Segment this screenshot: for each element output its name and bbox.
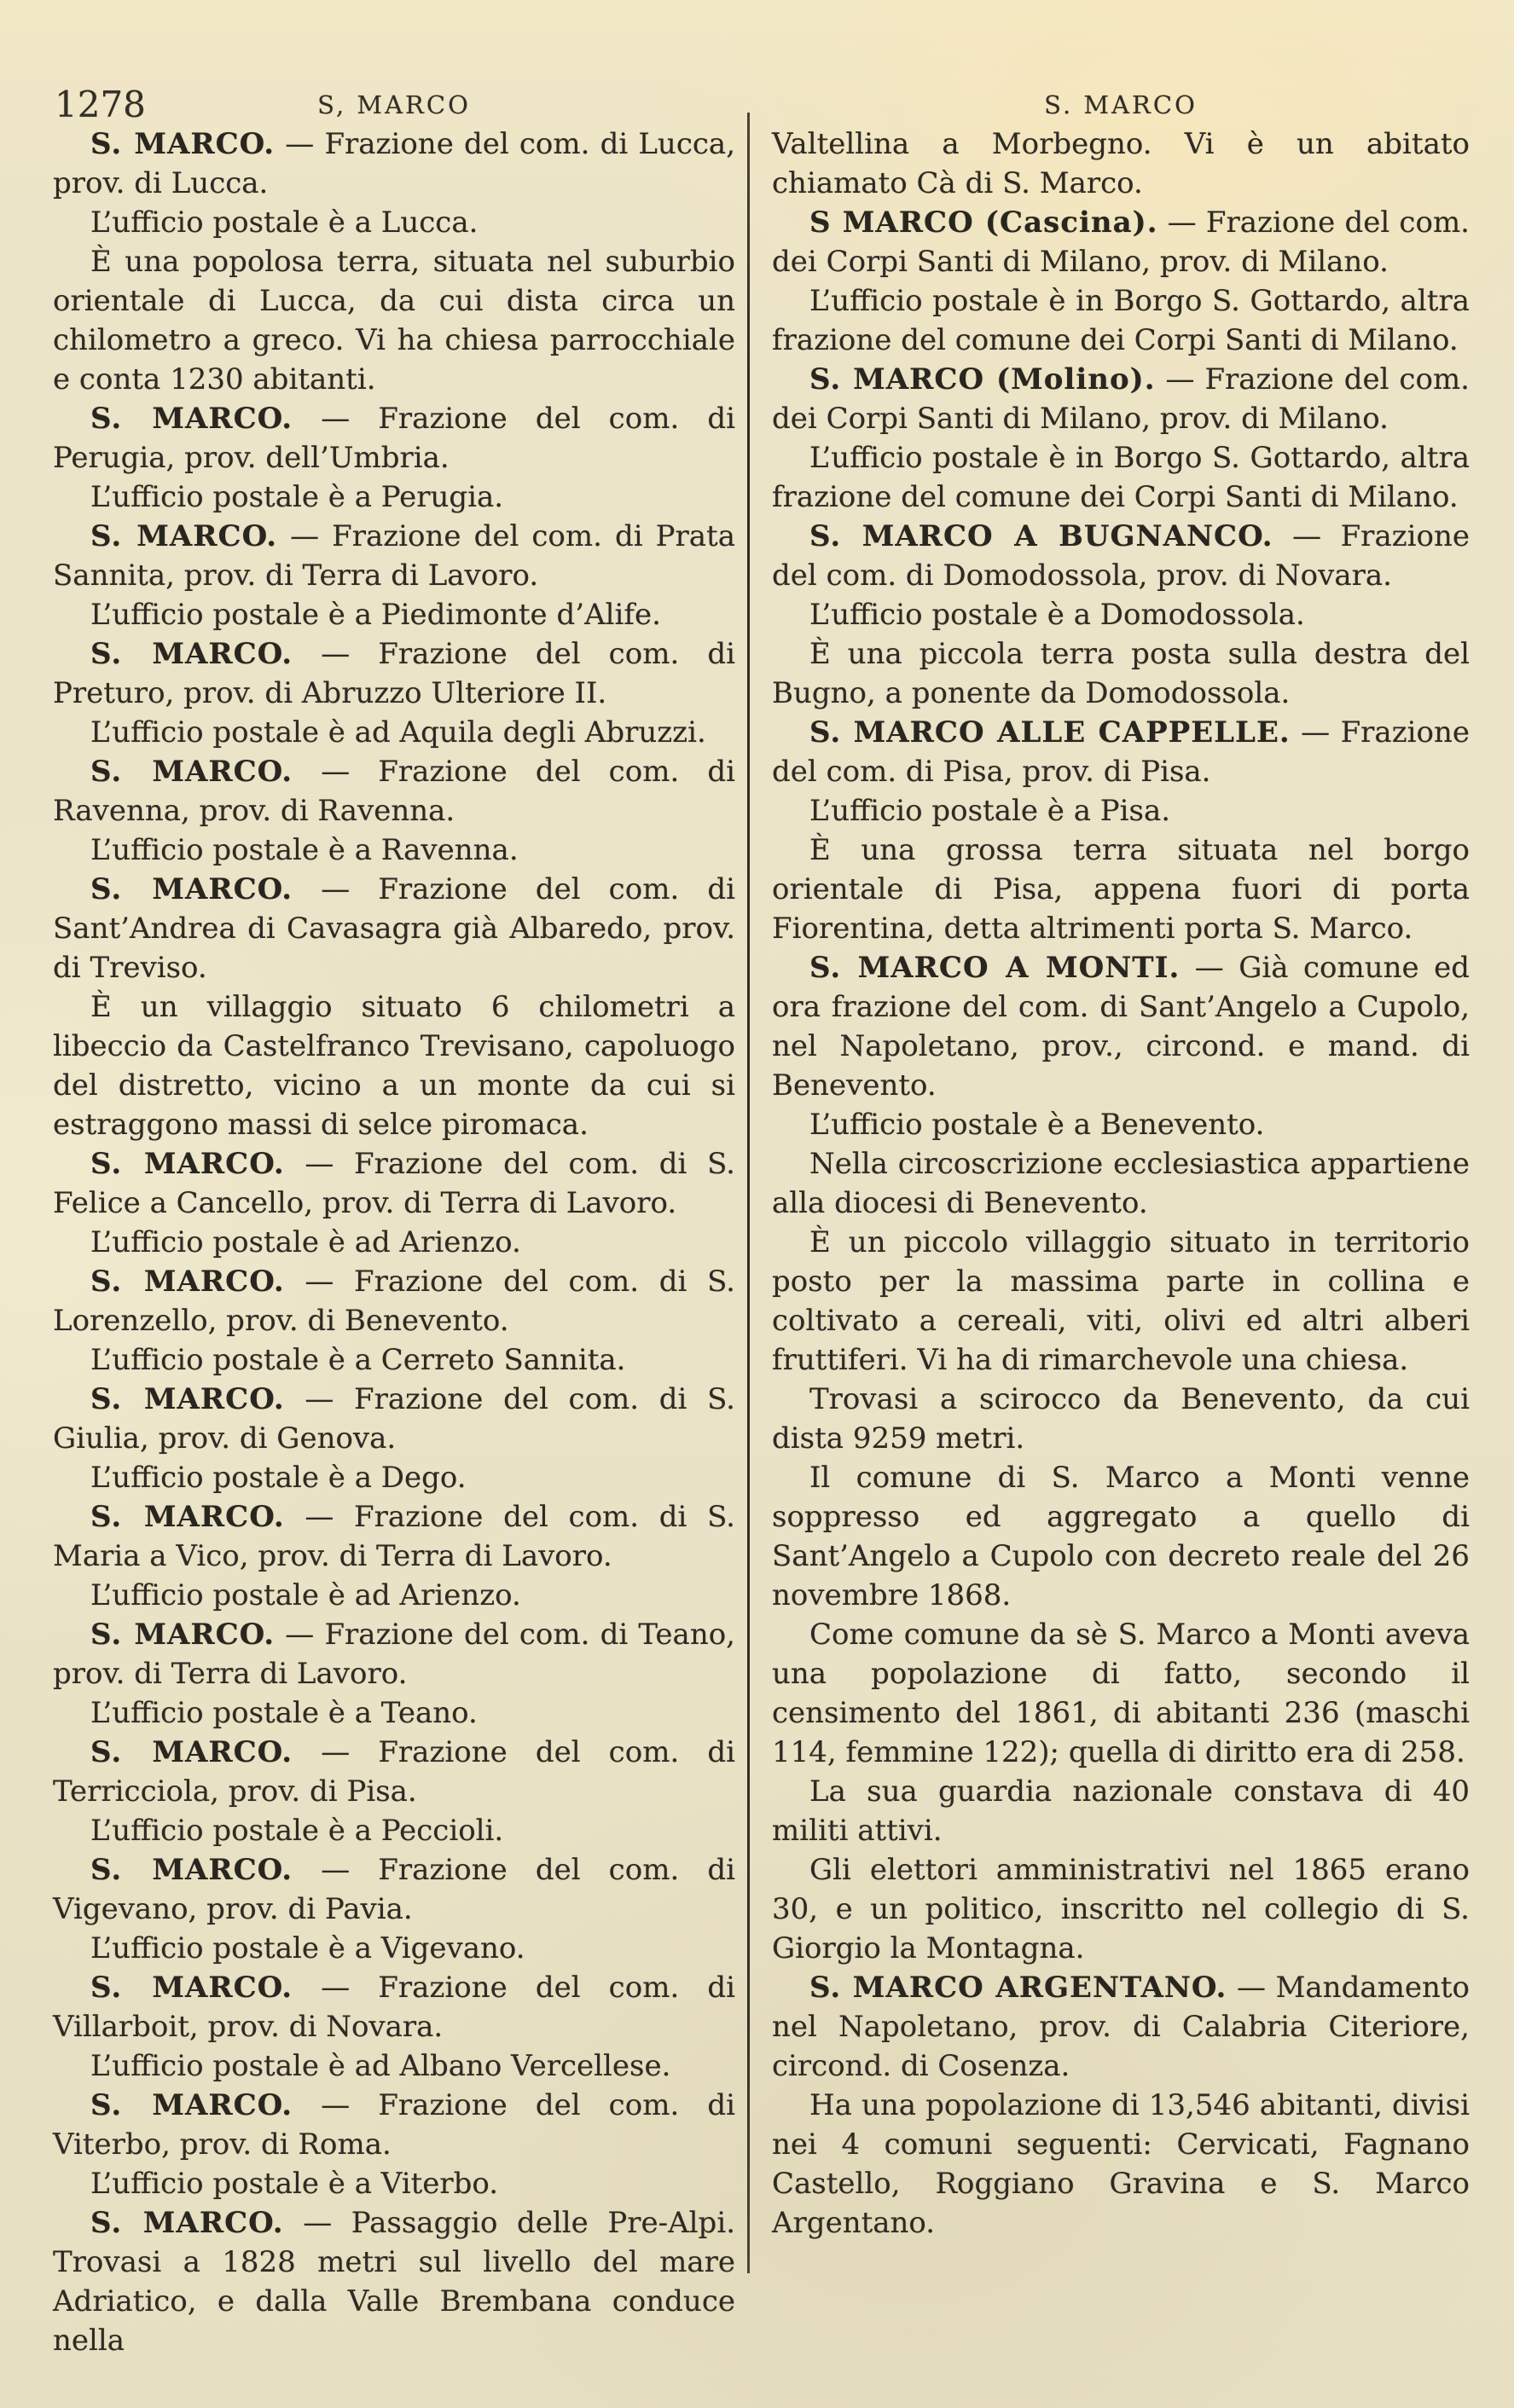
body-paragraph: Ha una popolazione di 13,546 abitanti, divisi nei 4 comuni seguenti: Cervicati, Fagnano Castello, Roggiano Gravina e S. Marco Argentano. xyxy=(772,2088,1470,2240)
body-paragraph: L’ufficio postale è ad Aquila degli Abruzzi. xyxy=(90,715,706,750)
body-paragraph: L’ufficio postale è ad Arienzo. xyxy=(90,1225,521,1259)
body-paragraph: L’ufficio postale è ad Arienzo. xyxy=(90,1578,521,1612)
entry-paragraph: S. MARCO. — Frazione del com. di S. Maria a Vico, prov. di Terra di Lavoro. xyxy=(53,1500,735,1573)
entry-paragraph: S. MARCO. — Frazione del com. di Sant’Andrea di Cavasagra già Albaredo, prov. di Treviso. xyxy=(53,872,735,985)
body-paragraph: L’ufficio postale è a Peccioli. xyxy=(90,1814,504,1848)
entry-lead: S. MARCO. xyxy=(90,1500,285,1534)
body-paragraph: È una grossa terra situata nel borgo orientale di Pisa, appena fuori di porta Fiorentina, detta altrimenti porta S. Marco. xyxy=(772,833,1470,946)
body-paragraph: L’ufficio postale è a Domodossola. xyxy=(809,598,1305,632)
body-paragraph: Nella circoscrizione ecclesiastica appartiene alla diocesi di Benevento. xyxy=(772,1147,1470,1220)
body-paragraph: L’ufficio postale è in Borgo S. Gottardo, altra frazione del comune dei Corpi Santi di Milano. xyxy=(772,441,1470,514)
entry-lead: S. MARCO. xyxy=(90,637,293,671)
body-paragraph: L’ufficio postale è a Piedimonte d’Alife. xyxy=(90,598,661,632)
entry-paragraph: S. MARCO. — Frazione del com. di Ravenna, prov. di Ravenna. xyxy=(53,755,735,828)
body-paragraph: L’ufficio postale è a Vigevano. xyxy=(90,1931,525,1965)
entry-paragraph: S. MARCO. — Frazione del com. di Preturo, prov. di Abruzzo Ulteriore II. xyxy=(53,637,735,710)
body-paragraph: Come comune da sè S. Marco a Monti aveva una popolazione di fatto, secondo il censimento del 1861, di abitanti 236 (maschi 114, femmine 122); quella di diritto era di 258. xyxy=(772,1618,1470,1769)
body-paragraph: L’ufficio postale è a Perugia. xyxy=(90,480,504,514)
right-column xyxy=(772,124,1470,2243)
body-paragraph: È un villaggio situato 6 chilometri a libeccio da Castelfranco Trevisano, capoluogo del distretto, vicino a un monte da cui si estraggono massi di selce piromaca. xyxy=(53,990,735,1142)
entry-paragraph: S. MARCO ALLE CAPPELLE. — Frazione del com. di Pisa, prov. di Pisa. xyxy=(772,715,1470,789)
entry-paragraph: S. MARCO. — Frazione del com. di Terricciola, prov. di Pisa. xyxy=(53,1735,735,1809)
entry-lead: S. MARCO. xyxy=(90,1265,285,1299)
entry-lead: S. MARCO (Molino). xyxy=(809,362,1156,397)
entry-lead: S. MARCO A MONTI. xyxy=(809,951,1180,985)
body-paragraph: L’ufficio postale è a Benevento. xyxy=(809,1108,1265,1142)
entry-lead: S. MARCO. xyxy=(90,755,293,789)
entry-paragraph: S. MARCO. — Frazione del com. di Prata Sannita, prov. di Terra di Lavoro. xyxy=(53,519,735,593)
entry-paragraph: S. MARCO A BUGNANCO. — Frazione del com. di Domodossola, prov. di Novara. xyxy=(772,519,1470,593)
entry-lead: S. MARCO. xyxy=(90,1382,285,1416)
body-paragraph: L’ufficio postale è a Viterbo. xyxy=(90,2167,499,2201)
body-paragraph: È una popolosa terra, situata nel suburbio orientale di Lucca, da cui dista circa un chilometro a greco. Vi ha chiesa parrocchiale e conta 1230 abitanti. xyxy=(53,245,735,397)
column-divider-rule xyxy=(747,113,750,2273)
entry-lead: S. MARCO. xyxy=(90,1971,293,2005)
entry-paragraph: S. MARCO ARGENTANO. — Mandamento nel Napoletano, prov. di Calabria Citeriore, circond. di Cosenza. xyxy=(772,1971,1470,2083)
body-paragraph: È una piccola terra posta sulla destra del Bugno, a ponente da Domodossola. xyxy=(772,637,1470,710)
entry-lead: S. MARCO. xyxy=(90,127,276,161)
page-number: 1278 xyxy=(55,84,146,125)
body-paragraph: L’ufficio postale è a Dego. xyxy=(90,1461,467,1495)
entry-lead: S. MARCO. xyxy=(90,1147,285,1181)
body-paragraph: È un piccolo villaggio situato in territorio posto per la massima parte in collina e coltivato a cereali, viti, olivi ed altri alberi fruttiferi. Vi ha di rimarchevole una chiesa. xyxy=(772,1225,1470,1377)
entry-paragraph: S. MARCO. — Frazione del com. di Lucca, prov. di Lucca. xyxy=(53,127,735,200)
entry-lead: S. MARCO. xyxy=(90,2088,293,2122)
body-paragraph: L’ufficio postale è a Cerreto Sannita. xyxy=(90,1343,626,1377)
left-column xyxy=(53,124,735,2360)
body-paragraph: L’ufficio postale è a Lucca. xyxy=(90,205,479,240)
entry-paragraph: S. MARCO. — Frazione del com. di S. Felice a Cancello, prov. di Terra di Lavoro. xyxy=(53,1147,735,1220)
entry-lead: S. MARCO. xyxy=(90,1853,293,1887)
body-paragraph: L’ufficio postale è ad Albano Vercellese. xyxy=(90,2049,671,2083)
entry-paragraph: S. MARCO. — Passaggio delle Pre-Alpi. Trovasi a 1828 metri sul livello del mare Adriatico, e dalla Valle Brembana conduce nella xyxy=(53,2206,736,2358)
running-head-left: S, MARCO xyxy=(317,90,471,119)
entry-paragraph: S. MARCO. — Frazione del com. di S. Giulia, prov. di Genova. xyxy=(53,1382,735,1456)
body-paragraph: L’ufficio postale è in Borgo S. Gottardo, altra frazione del comune dei Corpi Santi di Milano. xyxy=(772,284,1470,357)
entry-lead: S MARCO (Cascina). xyxy=(809,205,1158,240)
body-paragraph: La sua guardia nazionale constava di 40 militi attivi. xyxy=(772,1774,1470,1848)
entry-lead: S. MARCO ARGENTANO. xyxy=(809,1971,1227,2005)
entry-lead: S. MARCO. xyxy=(90,1735,293,1769)
body-paragraph: Gli elettori amministrativi nel 1865 erano 30, e un politico, inscritto nel collegio di S. Giorgio la Montagna. xyxy=(772,1853,1470,1965)
entry-lead: S. MARCO. xyxy=(90,402,293,436)
entry-lead: S. MARCO. xyxy=(90,872,293,906)
entry-lead: S. MARCO. xyxy=(90,1618,276,1652)
entry-lead: S. MARCO A BUGNANCO. xyxy=(809,519,1273,553)
entry-paragraph: S. MARCO. — Frazione del com. di Perugia, prov. dell’Umbria. xyxy=(53,402,735,475)
body-paragraph: Valtellina a Morbegno. Vi è un abitato chiamato Cà di S. Marco. xyxy=(772,127,1470,200)
entry-lead: S. MARCO ALLE CAPPELLE. xyxy=(809,715,1291,750)
body-paragraph: L’ufficio postale è a Teano. xyxy=(90,1696,478,1730)
entry-paragraph: S. MARCO. — Frazione del com. di Teano, prov. di Terra di Lavoro. xyxy=(53,1618,735,1691)
running-head-right: S. MARCO xyxy=(1044,90,1198,119)
entry-lead: S. MARCO. xyxy=(90,2206,284,2240)
entry-paragraph: S MARCO (Cascina). — Frazione del com. dei Corpi Santi di Milano, prov. di Milano. xyxy=(772,205,1470,279)
body-paragraph: Il comune di S. Marco a Monti venne soppresso ed aggregato a quello di Sant’Angelo a Cupolo con decreto reale del 26 novembre 1868. xyxy=(772,1461,1470,1612)
entry-paragraph: S. MARCO. — Frazione del com. di Viterbo, prov. di Roma. xyxy=(53,2088,735,2162)
body-paragraph: L’ufficio postale è a Ravenna. xyxy=(90,833,519,867)
entry-paragraph: S. MARCO A MONTI. — Già comune ed ora frazione del com. di Sant’Angelo a Cupolo, nel Napoletano, prov., circond. e mand. di Benevento. xyxy=(772,951,1470,1103)
body-paragraph: L’ufficio postale è a Pisa. xyxy=(809,794,1171,828)
entry-paragraph: S. MARCO (Molino). — Frazione del com. dei Corpi Santi di Milano, prov. di Milano. xyxy=(772,362,1470,436)
entry-lead: S. MARCO. xyxy=(90,519,278,553)
body-paragraph: Trovasi a scirocco da Benevento, da cui dista 9259 metri. xyxy=(772,1382,1470,1456)
entry-paragraph: S. MARCO. — Frazione del com. di S. Lorenzello, prov. di Benevento. xyxy=(53,1265,735,1338)
entry-paragraph: S. MARCO. — Frazione del com. di Vigevano, prov. di Pavia. xyxy=(53,1853,735,1926)
entry-paragraph: S. MARCO. — Frazione del com. di Villarboit, prov. di Novara. xyxy=(53,1971,735,2044)
